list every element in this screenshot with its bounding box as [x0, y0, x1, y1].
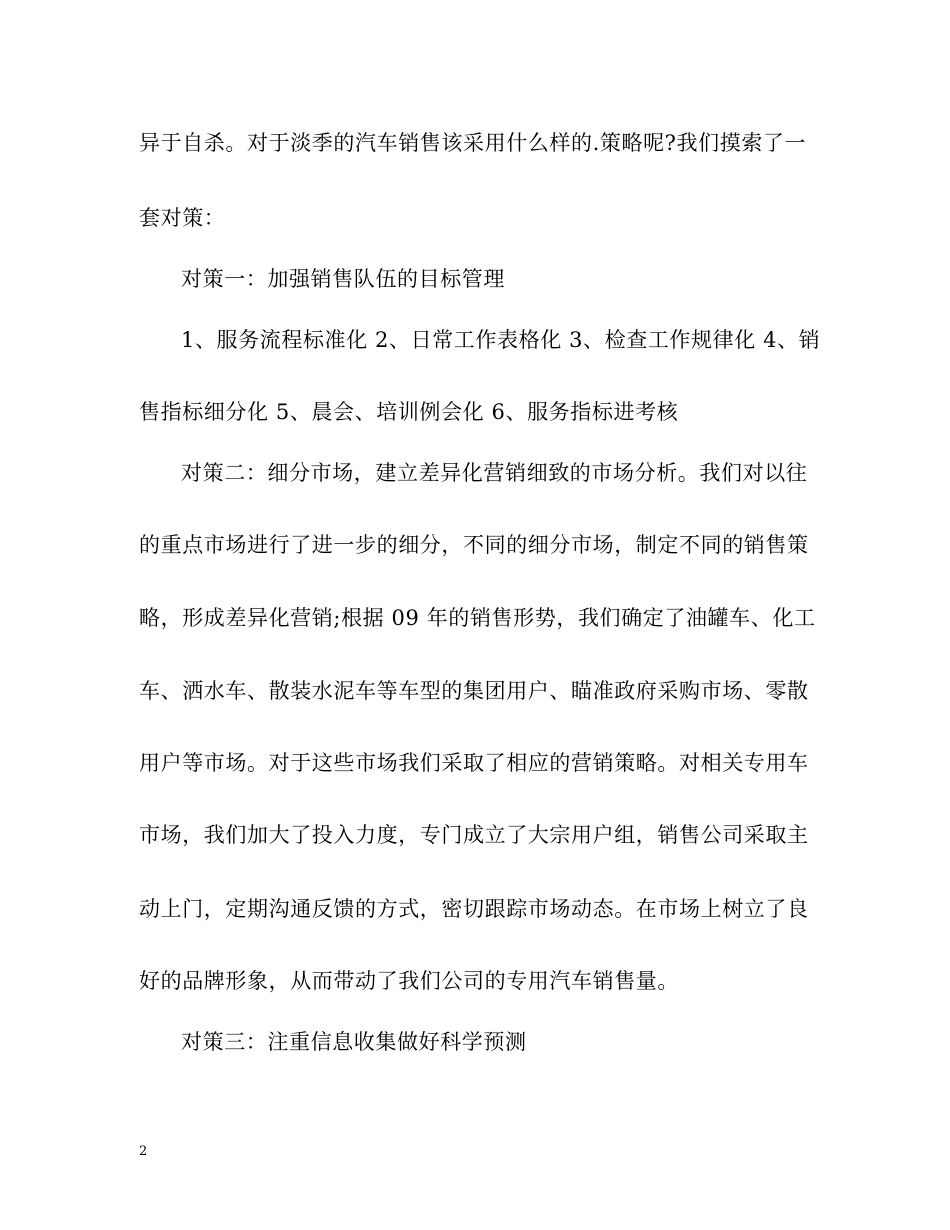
- section-heading: 对策一：加强销售队伍的目标管理: [181, 267, 505, 291]
- paragraph-line: 对策二：细分市场，建立差异化营销细致的市场分析。我们对以往: [181, 461, 808, 485]
- paragraph-line: 用户等市场。对于这些市场我们采取了相应的营销策略。对相关专用车: [139, 751, 809, 775]
- page-number: 2: [139, 1144, 148, 1159]
- paragraph-line: 车、洒水车、散装水泥车等车型的集团用户、瞄准政府采购市场、零散: [139, 679, 809, 703]
- list-line: 售指标细分化 5、晨会、培训例会化 6、服务指标进考核: [139, 400, 679, 424]
- list-line: 1、服务流程标准化 2、日常工作表格化 3、检查工作规律化 4、销: [181, 328, 821, 352]
- paragraph-line: 的重点市场进行了进一步的细分，不同的细分市场，制定不同的销售策: [139, 533, 809, 557]
- paragraph-line: 动上门，定期沟通反馈的方式，密切跟踪市场动态。在市场上树立了良: [139, 897, 809, 921]
- paragraph-line: 异于自杀。对于淡季的汽车销售该采用什么样的.策略呢?我们摸索了一: [139, 131, 807, 155]
- paragraph-line: 市场，我们加大了投入力度，专门成立了大宗用户组，销售公司采取主: [139, 823, 809, 847]
- paragraph-line: 略，形成差异化营销;根据 09 年的销售形势，我们确定了油罐车、化工: [139, 606, 816, 630]
- section-heading: 对策三：注重信息收集做好科学预测: [181, 1030, 527, 1054]
- paragraph-line: 套对策：: [139, 206, 226, 230]
- paragraph-line: 好的品牌形象，从而带动了我们公司的专用汽车销售量。: [139, 969, 679, 993]
